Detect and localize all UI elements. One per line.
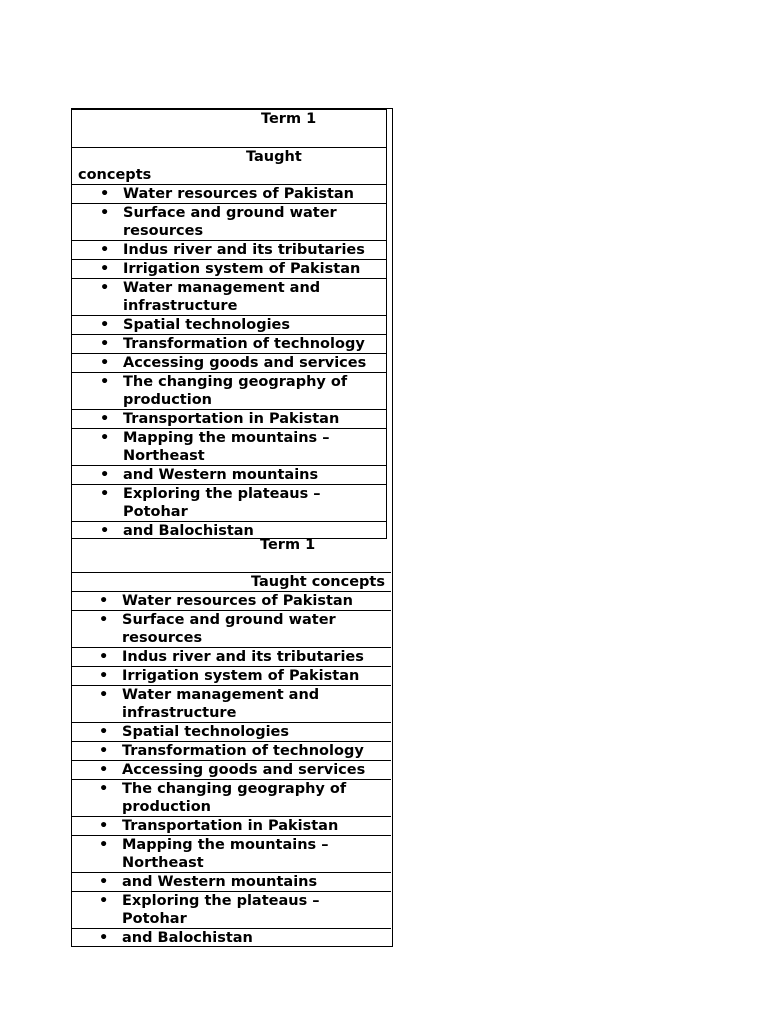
- bullet-icon: •: [100, 186, 110, 202]
- bullet-icon: •: [99, 612, 109, 628]
- bullet-icon: •: [99, 743, 109, 759]
- list-item-text: Water management and infrastructure: [123, 280, 321, 314]
- list-item-text: The changing geography of production: [122, 781, 347, 815]
- list-item-text: and Western mountains: [122, 874, 318, 890]
- term-table-2: [71, 108, 391, 945]
- list-item-text: Transportation in Pakistan: [123, 411, 340, 427]
- list-item-text: Indus river and its tributaries: [123, 242, 365, 258]
- term-header-row-2: [71, 536, 391, 573]
- list-item: [71, 780, 391, 817]
- bullet-icon: •: [99, 837, 109, 853]
- bullet-icon: •: [99, 762, 109, 778]
- list-item-text: and Western mountains: [123, 467, 319, 483]
- term-title-2: Term 1: [260, 537, 316, 553]
- bullet-icon: •: [100, 486, 110, 502]
- list-item: [71, 836, 391, 873]
- bullet-icon: •: [100, 336, 110, 352]
- list-item-text: Surface and ground water resources: [122, 612, 336, 646]
- bullet-icon: •: [99, 668, 109, 684]
- bullet-icon: •: [99, 874, 109, 890]
- list-item-text: Indus river and its tributaries: [122, 649, 364, 665]
- bullet-icon: •: [99, 818, 109, 834]
- bullet-icon: •: [100, 430, 110, 446]
- list-item: [71, 929, 391, 948]
- list-item-text: The changing geography of production: [123, 374, 348, 408]
- list-item-text: Transformation of technology: [123, 336, 365, 352]
- list-item-text: Spatial technologies: [122, 724, 290, 740]
- bullet-icon: •: [100, 523, 110, 539]
- list-item-text: Irrigation system of Pakistan: [123, 261, 361, 277]
- bullet-icon: •: [99, 687, 109, 703]
- list-item: [71, 611, 391, 648]
- list-item-text: Transportation in Pakistan: [122, 818, 339, 834]
- list-item-text: Exploring the plateaus – Potohar: [122, 893, 320, 927]
- list-item-text: Water resources of Pakistan: [123, 186, 355, 202]
- list-item: [71, 667, 391, 686]
- list-item: [71, 817, 391, 836]
- term-title: Term 1: [261, 111, 317, 127]
- bullet-icon: •: [100, 261, 110, 277]
- list-item-text: Mapping the mountains – Northeast: [123, 430, 330, 464]
- list-item: [71, 892, 391, 929]
- list-item-text: Water resources of Pakistan: [122, 593, 354, 609]
- list-item-text: Mapping the mountains – Northeast: [122, 837, 329, 871]
- list-item: [71, 723, 391, 742]
- bullet-icon: •: [99, 930, 109, 946]
- bullet-icon: •: [100, 280, 110, 296]
- list-item-text: Surface and ground water resources: [123, 205, 337, 239]
- bullet-icon: •: [100, 242, 110, 258]
- bullet-icon: •: [99, 781, 109, 797]
- taught-label: Taught: [246, 149, 302, 165]
- list-item: [71, 648, 391, 667]
- bullet-icon: •: [100, 355, 110, 371]
- bullet-icon: •: [100, 317, 110, 333]
- bullet-icon: •: [100, 411, 110, 427]
- list-item: [71, 686, 391, 723]
- list-item-text: Transformation of technology: [122, 743, 364, 759]
- bullet-icon: •: [99, 593, 109, 609]
- bullet-icon: •: [100, 374, 110, 390]
- taught-concepts-row-2: [71, 573, 391, 592]
- bullet-icon: •: [99, 724, 109, 740]
- list-item-text: Accessing goods and services: [123, 355, 367, 371]
- list-item: [71, 873, 391, 892]
- list-item-text: and Balochistan: [123, 523, 254, 539]
- list-item-text: Accessing goods and services: [122, 762, 366, 778]
- list-item-text: Water management and infrastructure: [122, 687, 320, 721]
- list-item-text: Spatial technologies: [123, 317, 291, 333]
- bullet-icon: •: [99, 649, 109, 665]
- taught-concepts-label: Taught concepts: [250, 574, 385, 590]
- list-item: [71, 592, 391, 611]
- list-item-text: and Balochistan: [122, 930, 253, 946]
- concepts-label: concepts: [78, 167, 152, 183]
- bullet-icon: •: [99, 893, 109, 909]
- list-item: [71, 761, 391, 780]
- bullet-icon: •: [100, 467, 110, 483]
- list-item-text: Exploring the plateaus – Potohar: [123, 486, 321, 520]
- list-item: [71, 742, 391, 761]
- list-item-text: Irrigation system of Pakistan: [122, 668, 360, 684]
- bullet-icon: •: [100, 205, 110, 221]
